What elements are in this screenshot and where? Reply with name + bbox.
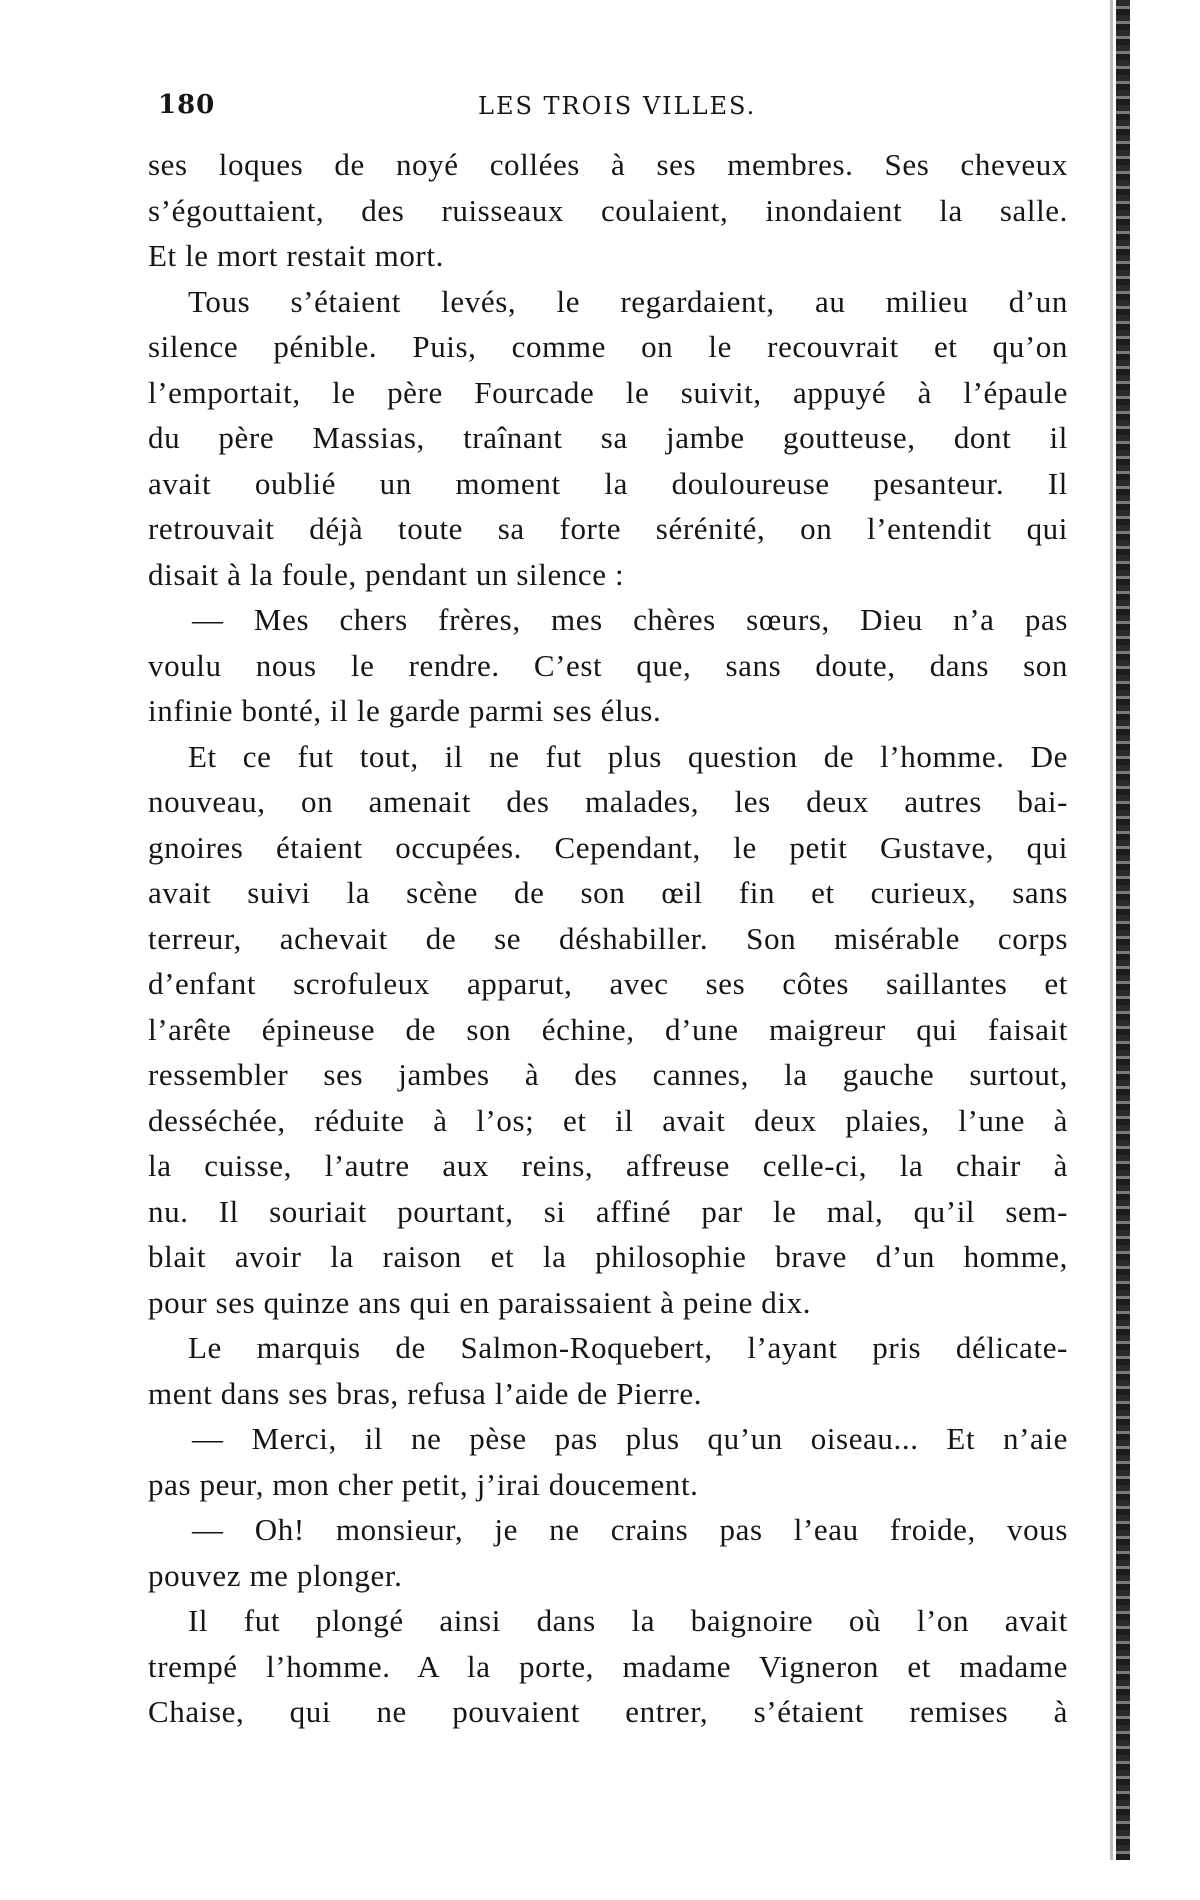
text-line: s’égouttaient, des ruisseaux coulaient, inondaient la salle. bbox=[148, 192, 1068, 228]
text-line: d’enfant scrofuleux apparut, avec ses côtes saillantes et bbox=[148, 966, 1068, 1001]
text-line: Chaise, qui ne pouvaient entrer, s’étaient remises à bbox=[148, 1694, 1068, 1729]
text-line: Et ce fut tout, il ne fut plus question de l’homme. De bbox=[188, 738, 1068, 774]
text-line: — Merci, il ne pèse pas plus qu’un oiseau... Et n’aie bbox=[192, 1421, 1068, 1456]
text-line: pas peur, mon cher petit, j’irai doucement. bbox=[148, 1466, 699, 1502]
text-line: retrouvait déjà toute sa forte sérénité, on l’entendit qui bbox=[148, 511, 1068, 546]
running-title: LES TROIS VILLES. bbox=[478, 92, 757, 120]
text-line: ses loques de noyé collées à ses membres. Ses cheveux bbox=[148, 147, 1068, 182]
text-line: du père Massias, traînant sa jambe goutteuse, dont il bbox=[148, 420, 1068, 455]
text-line: ment dans ses bras, refusa l’aide de Pierre. bbox=[148, 1375, 703, 1411]
text-line: Il fut plongé ainsi dans la baignoire où l’on avait bbox=[188, 1603, 1068, 1638]
text-line: — Mes chers frères, mes chères sœurs, Dieu n’a pas bbox=[192, 602, 1068, 637]
text-line: infinie bonté, il le garde parmi ses élus. bbox=[148, 693, 662, 728]
text-line: desséchée, réduite à l’os; et il avait deux plaies, l’une à bbox=[148, 1102, 1068, 1138]
page-header bbox=[158, 90, 1068, 130]
page-edge-strip bbox=[1116, 0, 1130, 1860]
page-edge-shadow bbox=[1110, 0, 1113, 1860]
text-line: la cuisse, l’autre aux reins, affreuse celle-ci, la chair à bbox=[148, 1148, 1068, 1183]
text-line: terreur, achevait de se déshabiller. Son misérable corps bbox=[148, 920, 1068, 956]
text-line: blait avoir la raison et la philosophie brave d’un homme, bbox=[148, 1239, 1068, 1274]
text-line: voulu nous le rendre. C’est que, sans doute, dans son bbox=[148, 647, 1068, 683]
text-line: pour ses quinze ans qui en paraissaient à peine dix. bbox=[148, 1284, 812, 1320]
text-line: avait oublié un moment la douloureuse pesanteur. Il bbox=[148, 465, 1068, 501]
text-line: Tous s’étaient levés, le regardaient, au milieu d’un bbox=[188, 283, 1068, 319]
text-line: l’arête épineuse de son échine, d’une maigreur qui faisait bbox=[148, 1011, 1068, 1047]
text-line: pouvez me plonger. bbox=[148, 1557, 403, 1593]
text-line: nouveau, on amenait des malades, les deux autres bai- bbox=[148, 784, 1068, 819]
text-line: nu. Il souriait pourtant, si affiné par le mal, qu’il sem- bbox=[148, 1193, 1068, 1229]
text-line: trempé l’homme. A la porte, madame Vigneron et madame bbox=[148, 1648, 1068, 1684]
page-number: 180 bbox=[158, 90, 216, 120]
text-line: avait suivi la scène de son œil fin et curieux, sans bbox=[148, 875, 1068, 910]
text-body bbox=[148, 142, 1068, 1735]
text-line: Et le mort restait mort. bbox=[148, 238, 444, 273]
text-line: — Oh! monsieur, je ne crains pas l’eau froide, vous bbox=[192, 1512, 1068, 1547]
text-line: l’emportait, le père Fourcade le suivit, appuyé à l’épaule bbox=[148, 374, 1068, 410]
text-line: ressembler ses jambes à des cannes, la gauche surtout, bbox=[148, 1057, 1068, 1092]
text-line: silence pénible. Puis, comme on le recouvrait et qu’on bbox=[148, 329, 1068, 364]
text-line: disait à la foule, pendant un silence : bbox=[148, 556, 625, 592]
text-line: gnoires étaient occupées. Cependant, le petit Gustave, qui bbox=[148, 829, 1068, 865]
text-line: Le marquis de Salmon-Roquebert, l’ayant pris délicate- bbox=[188, 1330, 1068, 1365]
